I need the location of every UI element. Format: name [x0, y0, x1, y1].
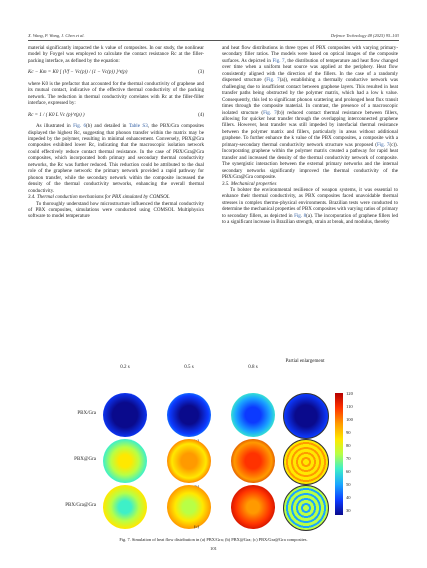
equation-body: Rc = 1 / ( K0 L Vc (p)^t(p) ) — [28, 111, 85, 118]
heatmap-circle — [103, 393, 147, 437]
column-heading: 0.5 s — [184, 365, 194, 370]
figure-link[interactable]: Fig. 7 — [266, 77, 280, 84]
running-header-authors: X. Wang, P. Wang, J. Chen et al. — [28, 33, 85, 38]
row-label: PBX/Gra — [77, 411, 96, 416]
figure-link[interactable]: Fig. 7 — [376, 141, 390, 148]
heatmap-circle — [167, 439, 211, 483]
paragraph: material significantly impacted the k value of composites. In our study, the nonlinear model by Foygel was employed to calculate the contact resistance Rc at the filler-packing interface, as defined by the equation: — [28, 45, 204, 64]
heatmap-circle — [231, 439, 275, 483]
figure-link[interactable]: Fig. 6 — [73, 123, 87, 130]
colorbar-tick: 60 — [346, 469, 351, 474]
colorbar-tick: 70 — [346, 456, 351, 461]
table-link[interactable]: Table S3 — [128, 123, 148, 130]
equation-body: Kc − Km = K0 [ (Vf − Vc(p)) / (1 − Vc(p)) ]^t(p) — [28, 69, 128, 76]
column-heading: Partial enlargement — [285, 359, 325, 364]
column-heading: 0.8 s — [248, 365, 258, 370]
colorbar-tick: 110 — [346, 404, 353, 409]
colorbar-tick: 40 — [346, 495, 351, 500]
heatmap-circle — [231, 485, 275, 529]
equation-4 — [28, 112, 204, 118]
heatmap-circle — [103, 485, 147, 529]
heatmap-circle — [167, 393, 211, 437]
section-heading: 3.5. Mechanical properties — [222, 180, 277, 187]
enlargement-circle — [283, 439, 329, 485]
left-column — [28, 45, 204, 220]
right-column — [222, 45, 398, 226]
colorbar-tick: 30 — [346, 508, 351, 513]
colorbar-tick: 120 — [346, 391, 353, 396]
paragraph: and heat flow distributions in three types of PBX composites with varying primary-secondary filler ratios. The models were based on optical images of the composite surfaces. As depicted in Fig. 7, the distribution of temperature and heat flow changed over time when a uniform heat source was applied at the periphery. Heat flow consistently aligned with the direction of the fillers. In the case of a randomly dispersed structure (Fig. 7(a)), establishing a thermally conductive network was challenging due to insufficient contact between graphene layers. This resulted in heat transfer paths being obstructed by the polymer matrix, which had a low k value. Consequently, this led to significant phonon scattering and prolonged heat flux transit times through the composite material. In contrast, the presence of a macroscopic isolated structure (Fig. 7(b)) reduced contact thermal resistance between fillers, allowing for quicker heat transfer through the overlapping interconnected graphene fillers. However, heat transfer was still impeded by interfacial thermal resistance between the polymer matrix and fillers, particularly in areas without additional graphene. To further enhance the k value of the PBX composites, a composite with a primary-secondary thermal conductivity network structure was proposed (Fig. 7(c)). Incorporating graphene within the polymer matrix created a pathway for rapid heat transfer and increased the density of the thermal conductivity network of composite. The synergistic interaction between the external primary networks and the internal secondary networks significantly improved the thermal conductivity of the PBX/Gra@Gra composite. — [222, 45, 399, 181]
figure-link[interactable]: Fig. 8 — [294, 212, 307, 219]
colorbar — [335, 393, 343, 515]
heatmap-circle — [103, 439, 147, 483]
colorbar-tick: 90 — [346, 430, 351, 435]
row-label: PBX@Gra — [74, 457, 96, 462]
figure-7 — [28, 357, 399, 533]
equation-number: (4) — [198, 111, 204, 118]
colorbar-tick: 80 — [346, 443, 351, 448]
column-heading: 0.2 s — [120, 365, 130, 370]
header-rule — [28, 40, 399, 41]
colorbar-tick: 100 — [346, 417, 353, 422]
subfigure-label: (c) — [194, 524, 199, 529]
figure-link[interactable]: Fig. 7 — [272, 57, 285, 64]
equation-3 — [28, 69, 204, 75]
heatmap-circle — [167, 485, 211, 529]
heatmap-circle — [231, 393, 275, 437]
paragraph: As illustrated in Fig. 6(b) and detailed in Table S3, the PBX/Gra composites displayed the highest Rc, suggesting that phonon transfer within the matrix may be impeded by the polymer, resulting in minimal enhancement. Conversely, PBX@Gra composites exhibited lower Rc, indicating that the macroscopic isolation network could effectively reduce contact thermal resistance. In the case of PBX/Gra@Gra composites, which incorporated both primary and secondary thermal conductivity networks, the Rc was further reduced. This reduction could be attributed to the dual role of the graphene network: the primary network provided a rapid pathway for phonon transfer, while the secondary network within the composite increased the density of the thermal conductivity networks, enhancing the overall thermal conductivity. — [28, 123, 204, 194]
row-label: PBX/Gra@Gra — [65, 503, 96, 508]
figure-caption: Fig. 7. Simulation of heat flow distribution in (a) PBX/Gra; (b) PBX@Gra; (c) PBX/Gra@Gra composites. — [119, 537, 308, 542]
enlargement-circle — [283, 393, 329, 439]
paragraph: where K0 is the prefactor that accounted for the thermal conductivity of graphene and its mutual contact, indicative of the effective thermal conductivity of the packing network. The reduction in thermal conductivity correlates with Rc at the filler-filler interface, expressed by: — [28, 80, 204, 107]
colorbar-tick: 50 — [346, 482, 351, 487]
figure-link[interactable]: Fig. 7 — [263, 109, 277, 116]
page-number: 101 — [210, 546, 217, 551]
section-heading: 3.4. Thermal conduction mechanisms for PBX simulated by COMSOL — [28, 194, 170, 201]
paragraph: To thoroughly understand how microstructure influenced the thermal conductivity of PBX composites, simulations were conducted using COMSOL Multiphysics software to model temperature — [28, 200, 204, 220]
paragraph: To bolster the environmental resilience of weapon systems, it was essential to enhance their thermal conductivity, as PBX composites faced unavoidable thermal stresses in complex thermo-physical environments. Brazilian tests were conducted to determine the mechanical properties of PBX composites with varying ratios of primary to secondary fillers, as depicted in Fig. 8(a). The incorporation of graphene fillers led to a significant increase in Brazilian strength, strain at break, and modulus, thereby — [222, 186, 399, 226]
enlargement-circle — [283, 485, 329, 531]
equation-number: (3) — [198, 69, 204, 76]
running-header-journal: Defence Technology 48 (2025) 95–103 — [330, 33, 399, 38]
